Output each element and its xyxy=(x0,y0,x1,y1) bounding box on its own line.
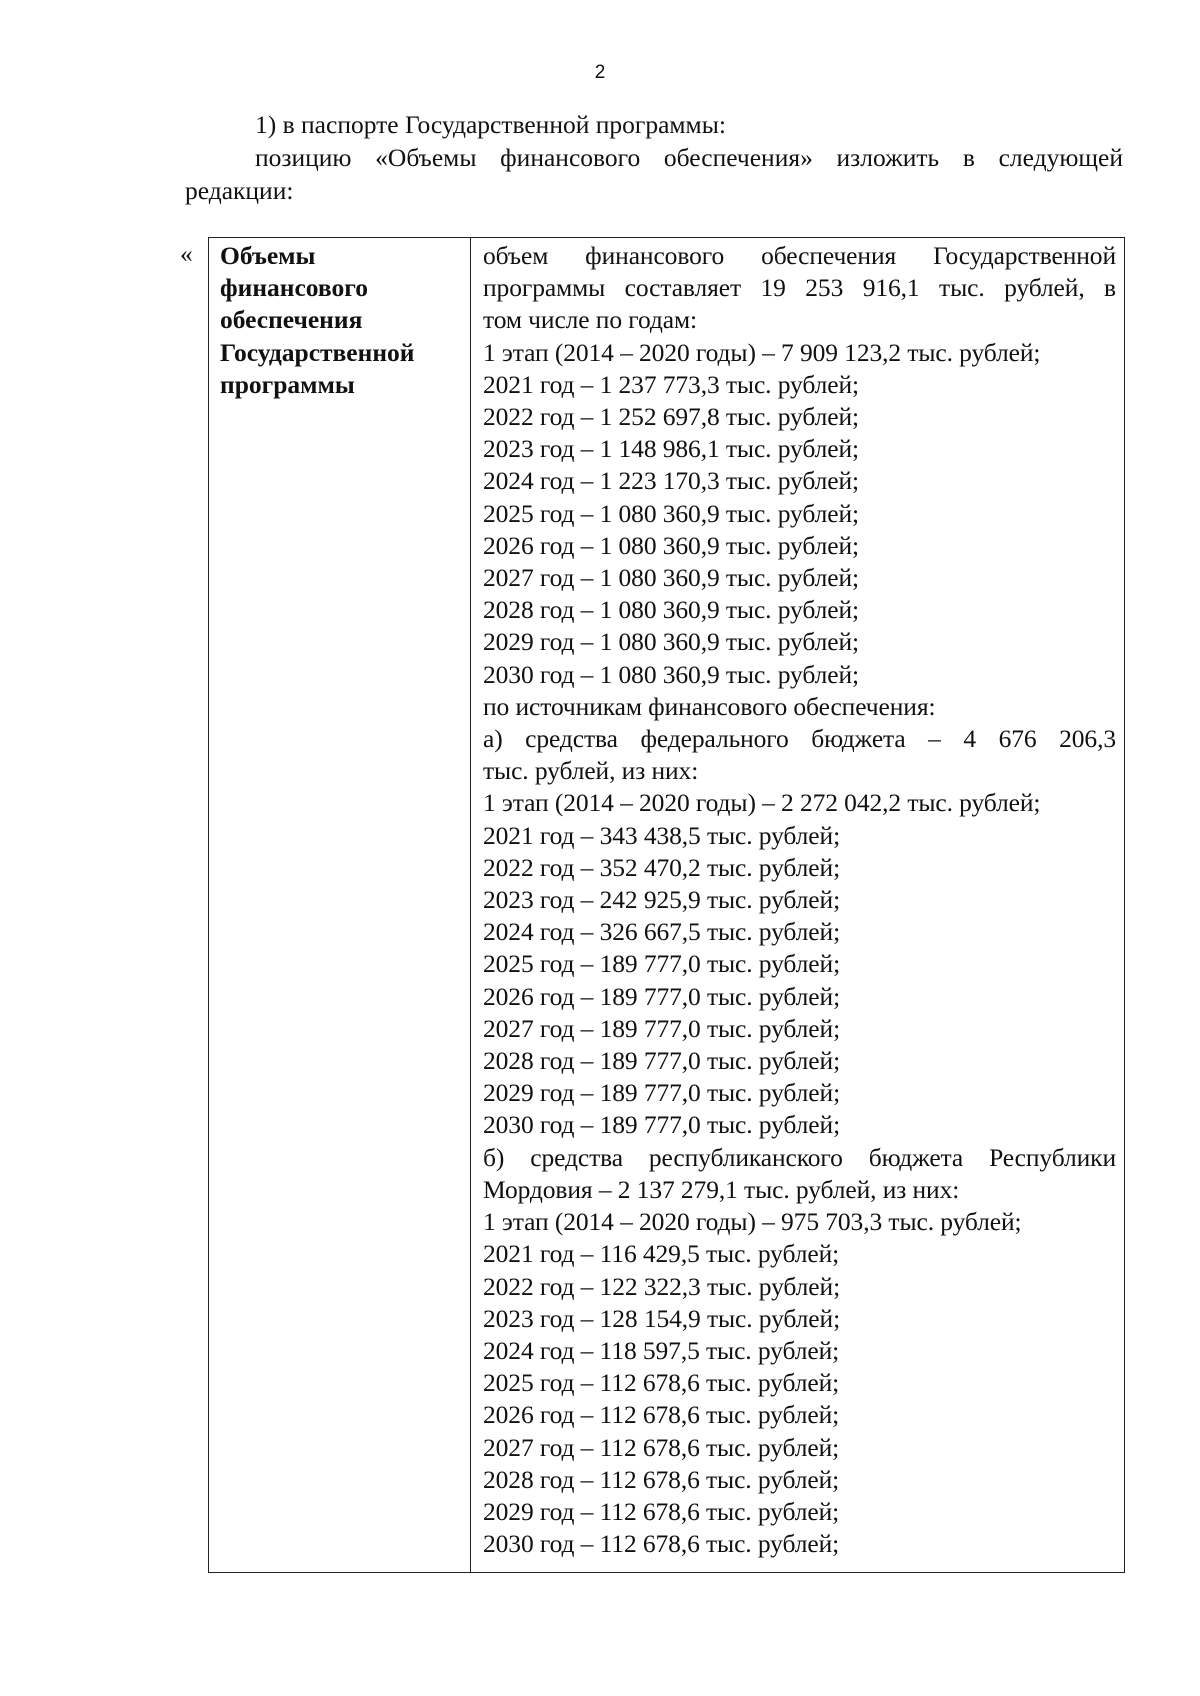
financing-volumes-cell xyxy=(471,238,1124,1572)
financing-line: 2023 год – 128 154,9 тыс. рублей; xyxy=(483,1303,841,1333)
financing-line: 2024 год – 1 223 170,3 тыс. рублей; xyxy=(483,466,859,496)
financing-line: 2027 год – 112 678,6 тыс. рублей; xyxy=(483,1432,840,1462)
financing-line: 2025 год – 189 777,0 тыс. рублей; xyxy=(483,949,841,979)
financing-line: программы составляет 19 253 916,1 тыс. рублей, в xyxy=(483,273,1116,303)
financing-line: 1 этап (2014 – 2020 годы) – 2 272 042,2 тыс. рублей; xyxy=(483,788,1041,818)
financing-line: а) средства федерального бюджета – 4 676 206,3 xyxy=(483,724,1116,754)
financing-line: 2022 год – 352 470,2 тыс. рублей; xyxy=(483,852,841,882)
financing-line: 2022 год – 122 322,3 тыс. рублей; xyxy=(483,1271,841,1301)
label-line: финансового xyxy=(220,273,368,303)
financing-line: 1 этап (2014 – 2020 годы) – 975 703,3 тыс. рублей; xyxy=(483,1207,1022,1237)
financing-line: по источникам финансового обеспечения: xyxy=(483,691,936,721)
financing-line: 2028 год – 112 678,6 тыс. рублей; xyxy=(483,1464,840,1494)
financing-line: 2028 год – 1 080 360,9 тыс. рублей; xyxy=(483,595,859,625)
financing-line: б) средства республиканского бюджета Республики xyxy=(483,1142,1116,1172)
label-line: Объемы xyxy=(220,241,316,270)
financing-line: 2021 год – 1 237 773,3 тыс. рублей; xyxy=(483,369,859,399)
label-line: программы xyxy=(220,369,355,399)
financing-line: 2029 год – 1 080 360,9 тыс. рублей; xyxy=(483,627,859,657)
financing-line: Мордовия – 2 137 279,1 тыс. рублей, из них: xyxy=(483,1174,960,1204)
intro-paragraph-2: позицию «Объемы финансового обеспечения» изложить в следующей редакции: xyxy=(185,143,1123,205)
financing-line: 2030 год – 1 080 360,9 тыс. рублей; xyxy=(483,659,859,689)
financing-line: 2027 год – 1 080 360,9 тыс. рублей; xyxy=(483,563,859,593)
financing-line: 2021 год – 116 429,5 тыс. рублей; xyxy=(483,1239,840,1269)
financing-line: тыс. рублей, из них: xyxy=(483,756,699,786)
financing-line: 2024 год – 118 597,5 тыс. рублей; xyxy=(483,1335,840,1365)
financing-line: 2026 год – 112 678,6 тыс. рублей; xyxy=(483,1400,840,1430)
financing-line: 2029 год – 189 777,0 тыс. рублей; xyxy=(483,1078,841,1108)
financing-line: 2025 год – 1 080 360,9 тыс. рублей; xyxy=(483,498,859,528)
financing-line: объем финансового обеспечения Государственной xyxy=(483,241,1116,270)
page-number: 2 xyxy=(594,62,606,83)
financing-line: 2026 год – 1 080 360,9 тыс. рублей; xyxy=(483,530,859,560)
financing-line: 1 этап (2014 – 2020 годы) – 7 909 123,2 тыс. рублей; xyxy=(483,337,1041,367)
intro-paragraph-1: 1) в паспорте Государственной программы: xyxy=(255,110,726,139)
financing-line: 2028 год – 189 777,0 тыс. рублей; xyxy=(483,1046,841,1076)
position-label-cell xyxy=(209,238,471,1572)
financing-line: 2029 год – 112 678,6 тыс. рублей; xyxy=(483,1496,840,1526)
financing-line: 2023 год – 1 148 986,1 тыс. рублей; xyxy=(483,434,859,464)
financing-line: 2023 год – 242 925,9 тыс. рублей; xyxy=(483,885,841,915)
financing-line: том числе по годам: xyxy=(483,305,698,335)
financing-line: 2027 год – 189 777,0 тыс. рублей; xyxy=(483,1013,841,1043)
opening-quote: « xyxy=(180,239,193,268)
financing-line: 2030 год – 112 678,6 тыс. рублей; xyxy=(483,1529,840,1559)
label-line: Государственной xyxy=(220,337,415,367)
financing-line: 2021 год – 343 438,5 тыс. рублей; xyxy=(483,820,841,850)
financing-line: 2030 год – 189 777,0 тыс. рублей; xyxy=(483,1110,841,1140)
passport-table xyxy=(208,237,1125,1573)
financing-line: 2024 год – 326 667,5 тыс. рублей; xyxy=(483,917,841,947)
label-line: обеспечения xyxy=(220,305,363,335)
financing-line: 2022 год – 1 252 697,8 тыс. рублей; xyxy=(483,402,859,432)
financing-line: 2025 год – 112 678,6 тыс. рублей; xyxy=(483,1368,840,1398)
financing-line: 2026 год – 189 777,0 тыс. рублей; xyxy=(483,981,841,1011)
